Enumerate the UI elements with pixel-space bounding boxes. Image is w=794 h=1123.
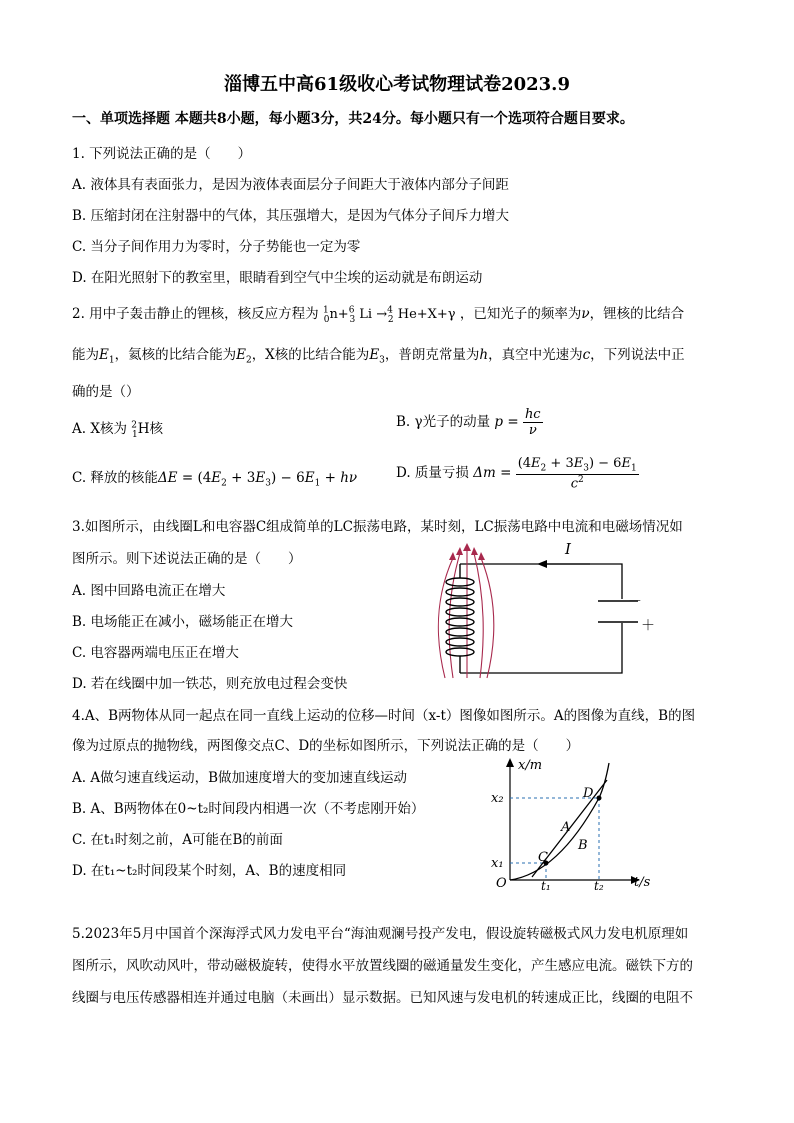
q3-option-c: C. 电容器两端电压正在增大 [72,645,239,661]
curve-B [510,763,609,880]
q2-option-b: B. γ光子的动量 p = $\frac{hc}{\nu}$ [396,407,541,438]
q1-stem: 1. 下列说法正确的是（ ） [72,146,252,162]
t1-label: t₁ [541,879,551,893]
point-C-label: C [538,850,548,865]
x2-label: x₂ [491,791,504,806]
q3-line1: 3.如图所示，由线圈L和电容器C组成简单的LC振荡电路，某时刻，LC振荡电路中电流和电磁场情况如 [72,519,683,535]
q1-option-c: C. 当分子间作用力为零时，分子势能也一定为零 [72,239,361,255]
lc-circuit-figure [425,538,655,683]
q5-line2: 图所示，风吹动风叶，带动磁极旋转，使得水平放置线圈的磁通量发生变化，产生感应电流。磁铁下方的 [72,958,693,974]
x1-label: x₁ [491,856,504,871]
q4-option-a: A. A做匀速直线运动，B做加速度增大的变加速直线运动 [72,770,408,786]
current-label: I [565,540,571,558]
q5-line3: 线圈与电压传感器相连并通过电脑（未画出）显示数据。已知风速与发电机的转速成正比，线圈的电阻不 [72,990,693,1006]
section-heading: 一、单项选择题 本题共8小题，每小题3分，共24分。每小题只有一个选项符合题目要求。 [72,111,634,127]
q1-option-a: A. 液体具有表面张力，是因为液体表面层分子间距大于液体内部分子间距 [72,177,509,193]
q4-line2: 像为过原点的抛物线，两图像交点C、D的坐标如图所示，下列说法正确的是（ ） [72,738,580,754]
point-D-label: D [583,786,594,801]
q4-option-d: D. 在t₁~t₂时间段某个时刻，A、B的速度相同 [72,863,347,879]
q1-option-b: B. 压缩封闭在注射器中的气体，其压强增大，是因为气体分子间斥力增大 [72,208,510,224]
x-axis-arrow-icon [506,758,514,767]
q3-option-a: A. 图中回路电流正在增大 [72,583,226,599]
x-axis-label: t/s [634,875,651,890]
t2-label: t₂ [594,879,604,893]
minus-label: － [628,594,642,610]
curve-A-label: A [561,820,571,835]
q3-line2: 图所示。则下述说法正确的是（ ） [72,551,302,567]
current-arrow-icon [537,560,547,568]
q2-option-c: C. 释放的核能$\Delta E = (4E_2 + 3E_3) - 6E_1 + h\nu$ [72,470,358,489]
curve-B-label: B [578,838,588,853]
xt-graph [488,755,658,893]
origin-label: O [496,876,507,891]
q2-line2: 能为$E_1$，氦核的比结合能为$E_2$，X核的比结合能为$E_3$，普朗克常量为h，真空中光速为c，下列说法中正 [72,347,685,366]
page-title: 淄博五中高61级收心考试物理试卷2023.9 [224,74,570,95]
q1-option-d: D. 在阳光照射下的教室里，眼睛看到空气中尘埃的运动就是布朗运动 [72,270,483,286]
q2-option-d: D. 质量亏损 Δm = $\frac{(4E_2 + 3E_3) - 6E_1}{c^2}$ [396,456,637,491]
q4-line1: 4.A、B两物体从同一起点在同一直线上运动的位移—时间（x-t）图像如图所示。A的图像为直线，B的图 [72,708,696,724]
q3-option-d: D. 若在线圈中加一铁芯，则充放电过程会变快 [72,676,348,692]
q3-option-b: B. 电场能正在减小，磁场能正在增大 [72,614,294,630]
y-axis-label: x/m [518,758,543,773]
q4-option-b: B. A、B两物体在0~t₂时间段内相遇一次（不考虑刚开始） [72,801,425,817]
q5-line1: 5.2023年5月中国首个深海浮式风力发电平台“海油观澜号投产发电，假设旋转磁极式风力发电机原理如 [72,926,689,942]
q2-stem: 2. 用中子轰击静止的锂核，核反应方程为 $^1_0$n+$^6_3$ Li →$^4_2$ He+X+γ ，已知光子的频率为ν，锂核的比结合 [72,305,685,325]
q2-line3: 确的是（） [72,384,140,400]
q2-option-a: A. X核为 $^2_1$H核 [72,420,163,440]
nuclear-equation: $^1_0$n+$^6_3$ Li →$^4_2$ He+X+γ [322,305,456,325]
q4-option-c: C. 在t₁时刻之前，A可能在B的前面 [72,832,283,848]
plus-label: ＋ [641,618,655,634]
